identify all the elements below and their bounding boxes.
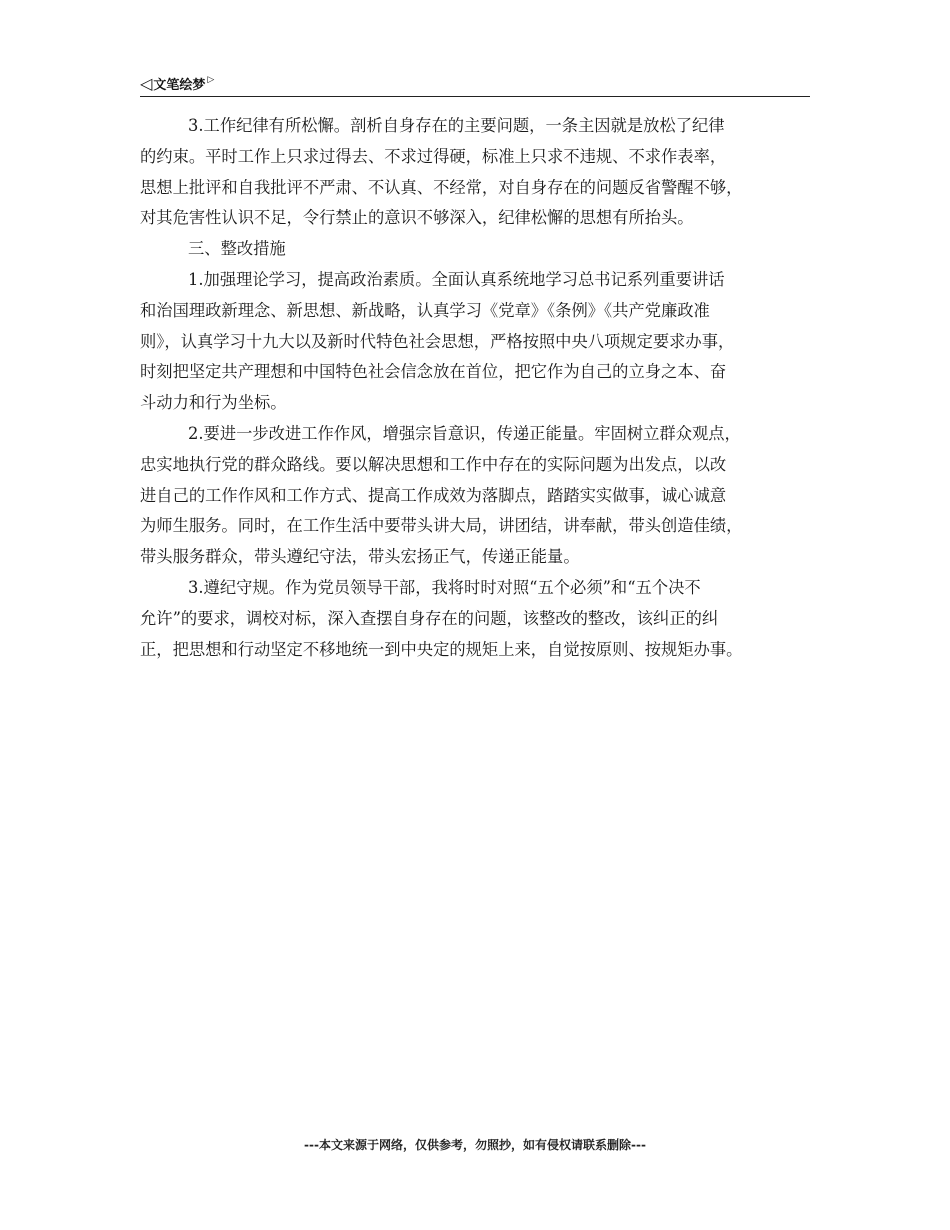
paragraph-compliance xyxy=(140,573,820,665)
brand-logo xyxy=(140,74,214,93)
text-line: 时刻把坚定共产理想和中国特色社会信念放在首位，把它作为自己的立身之本、奋 xyxy=(140,362,727,382)
triangle-left-icon: ◁ xyxy=(140,73,153,93)
text-line: 3.工作纪律有所松懈。剖析自身存在的主要问题，一条主因就是放松了纪律 xyxy=(188,116,725,135)
text-line: 对其危害性认识不足，令行禁止的意识不够深入，纪律松懈的思想有所抬头。 xyxy=(140,208,694,228)
paragraph-theory-study xyxy=(140,265,820,419)
text-line: 正，把思想和行动坚定不移地统一到中央定的规矩上来，自觉按原则、按规矩办事。 xyxy=(140,639,743,659)
text-line: 1.加强理论学习，提高政治素质。全面认真系统地学习总书记系列重要讲话 xyxy=(188,269,725,289)
page-footer: ---本文来源于网络，仅供参考，勿照抄，如有侵权请联系删除--- xyxy=(304,1138,646,1152)
text-line: 忠实地执行党的群众路线。要以解决思想和工作中存在的实际问题为出发点，以改 xyxy=(140,454,727,474)
page-header xyxy=(140,72,810,97)
text-line: 的约束。平时工作上只求过得去、不求过得硬，标准上只求不违规、不求作表率， xyxy=(140,146,727,166)
text-line: 带头服务群众，带头遵纪守法，带头宏扬正气，传递正能量。 xyxy=(140,547,580,567)
text-line: 允许”的要求，调校对标，深入查摆自身存在的问题，该整改的整改，该纠正的纠 xyxy=(140,608,719,628)
text-line: 进自己的工作作风和工作方式、提高工作成效为落脚点，踏踏实实做事，诚心诚意 xyxy=(140,485,727,505)
text-line: 为师生服务。同时，在工作生活中要带头讲大局，讲团结，讲奉献，带头创造佳绩， xyxy=(140,516,743,536)
paragraph-discipline xyxy=(140,111,820,234)
text-line: 和治国理政新理念、新思想、新战略，认真学习《党章》《条例》《共产党廉政准 xyxy=(140,300,710,320)
text-line: 2.要进一步改进工作作风，增强宗旨意识，传递正能量。牢固树立群众观点， xyxy=(188,423,741,443)
heading-text: 三、整改措施 xyxy=(188,239,286,259)
text-line: 则》，认真学习十九大以及新时代特色社会思想，严格按照中央八项规定要求办事， xyxy=(140,331,735,351)
text-line: 斗动力和行为坐标。 xyxy=(140,393,287,413)
paragraph-work-style xyxy=(140,419,820,573)
text-line: 3.遵纪守规。作为党员领导干部，我将时时对照“五个必须”和“五个决不 xyxy=(188,577,701,597)
triangle-right-icon: ▷ xyxy=(207,74,215,85)
section-heading xyxy=(140,234,820,265)
document-body xyxy=(140,111,820,665)
brand-name: 文笔绘梦 xyxy=(153,78,206,93)
text-line: 思想上批评和自我批评不严肃、不认真、不经常，对自身存在的问题反省警醒不够， xyxy=(140,177,743,197)
